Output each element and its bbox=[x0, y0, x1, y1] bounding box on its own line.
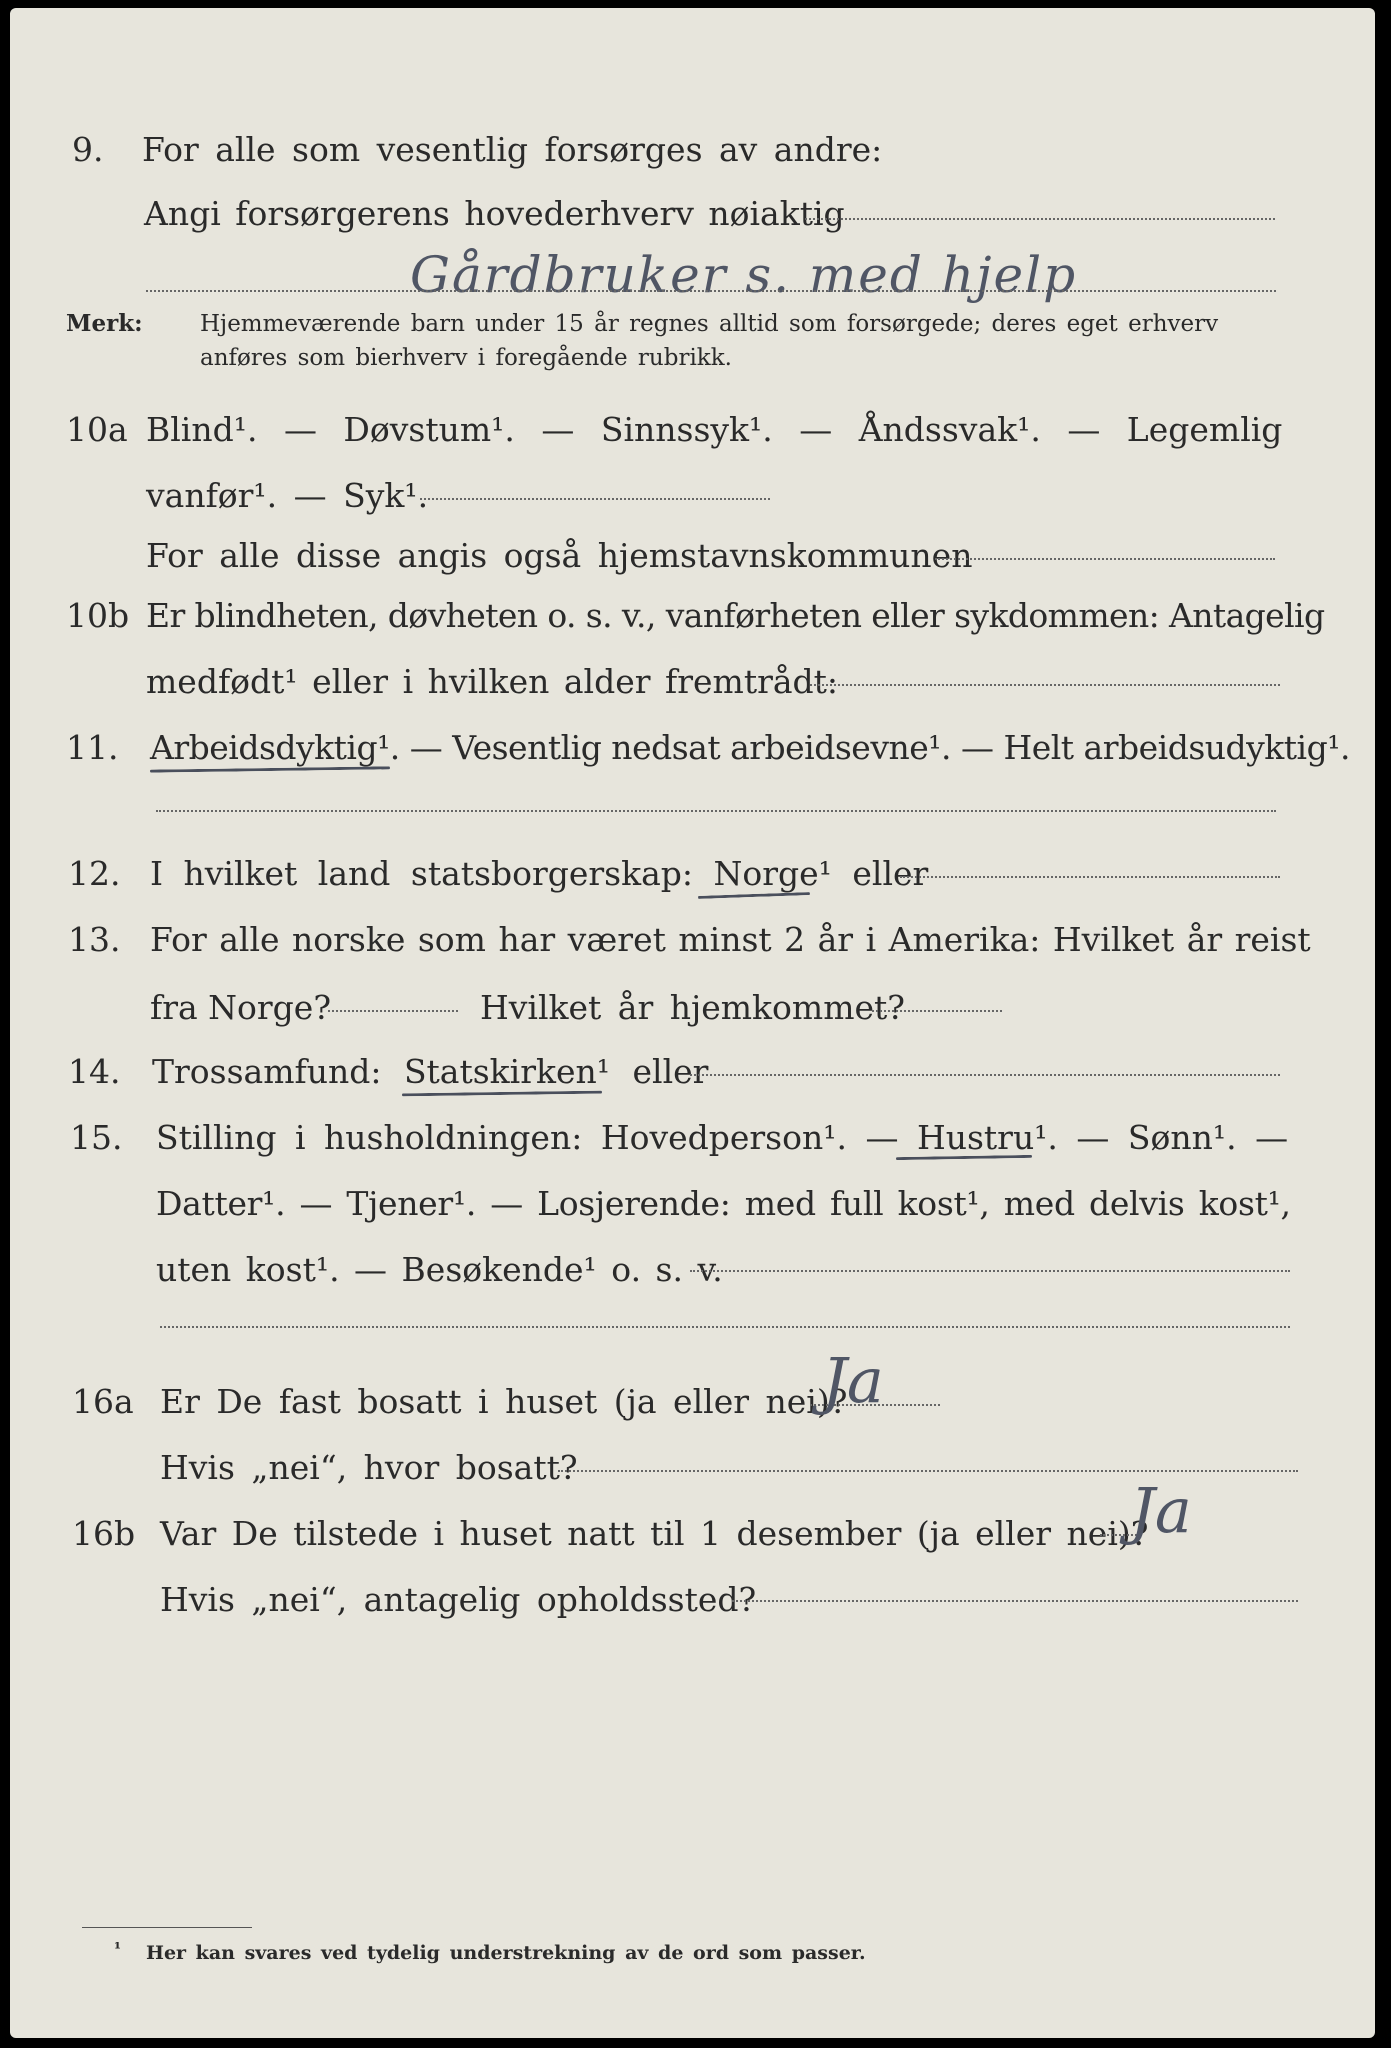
q16a-number: 16a bbox=[72, 1382, 134, 1421]
merk-note-line1: Hjemmeværende barn under 15 år regnes alltid som forsørgede; deres eget erhverv bbox=[200, 311, 1219, 337]
q16a-line2: Hvis „nei“, hvor bosatt? bbox=[160, 1448, 578, 1487]
q10a-dotted-line2 bbox=[935, 558, 1275, 560]
q16a-dotted-line2 bbox=[558, 1470, 1298, 1472]
q10b-number: 10b bbox=[66, 596, 130, 635]
q12-number: 12. bbox=[68, 854, 121, 893]
q10a-number: 10a bbox=[66, 410, 128, 449]
merk-note-line2: anføres som bierhverv i foregående rubrikk. bbox=[200, 345, 732, 371]
q15-dotted-line2 bbox=[160, 1326, 1290, 1328]
q12-line1: I hvilket land statsborgerskap: Norge¹ eller bbox=[150, 854, 929, 893]
q16b-line2: Hvis „nei“, antagelig opholdssted? bbox=[160, 1580, 757, 1619]
q15-line2: Datter¹. — Tjener¹. — Losjerende: med full kost¹, med delvis kost¹, bbox=[156, 1184, 1291, 1223]
q15-line3: uten kost¹. — Besøkende¹ o. s. v. bbox=[156, 1250, 723, 1289]
q10b-line2: medfødt¹ eller i hvilken alder fremtrådt: bbox=[146, 662, 839, 701]
q9-dotted-line bbox=[805, 218, 1275, 220]
q16b-number: 16b bbox=[72, 1514, 136, 1553]
footnote-mark: ¹ bbox=[114, 1939, 122, 1958]
q11-line1: Arbeidsdyktig¹. — Vesentlig nedsat arbeidsevne¹. — Helt arbeidsudyktig¹. bbox=[150, 728, 1350, 767]
q10a-line3: For alle disse angis også hjemstavnskommunen bbox=[146, 536, 973, 575]
footnote-text: Her kan svares ved tydelig understrekning av de ord som passer. bbox=[146, 1942, 866, 1964]
q10a-dotted-line1 bbox=[420, 498, 770, 500]
q13-line1: For alle norske som har været minst 2 år i Amerika: Hvilket år reist bbox=[150, 920, 1311, 959]
q16b-handwritten-answer: Ja bbox=[1130, 1474, 1192, 1547]
q10b-line1: Er blindheten, døvheten o. s. v., vanførheten eller sykdommen: Antagelig bbox=[146, 596, 1325, 635]
footnote-rule bbox=[82, 1927, 252, 1928]
q13-line2a: fra Norge? bbox=[150, 988, 332, 1027]
q14-number: 14. bbox=[68, 1052, 121, 1091]
q15-line1: Stilling i husholdningen: Hovedperson¹. — Hustru¹. — Sønn¹. — bbox=[156, 1118, 1289, 1157]
q13-line2b: Hvilket år hjemkommet? bbox=[480, 988, 905, 1027]
q15-dotted-line1 bbox=[690, 1270, 1290, 1272]
q9-answer-line bbox=[146, 290, 1276, 292]
census-form-page bbox=[10, 8, 1375, 2038]
q9-question: For alle som vesentlig forsørges av andre: bbox=[142, 130, 883, 169]
q11-dotted-line bbox=[156, 810, 1276, 812]
q9-handwritten-answer: Gårdbruker s. med hjelp bbox=[410, 246, 1078, 304]
q12-dotted-line bbox=[900, 876, 1280, 878]
q10b-dotted-line bbox=[810, 684, 1280, 686]
q16a-handwritten-answer: Ja bbox=[822, 1344, 884, 1417]
q15-number: 15. bbox=[70, 1118, 123, 1157]
q13-dotted-line1 bbox=[328, 1010, 458, 1012]
q10a-line1: Blind¹. — Døvstum¹. — Sinnssyk¹. — Åndssvak¹. — Legemlig bbox=[146, 410, 1283, 449]
q13-dotted-line2 bbox=[872, 1010, 1002, 1012]
q10a-line2: vanfør¹. — Syk¹. bbox=[146, 476, 429, 515]
q16a-line1: Er De fast bosatt i huset (ja eller nei)? bbox=[160, 1382, 848, 1421]
q14-line1: Trossamfund: Statskirken¹ eller bbox=[152, 1052, 709, 1091]
q14-dotted-line bbox=[690, 1074, 1280, 1076]
merk-label: Merk: bbox=[66, 310, 143, 337]
q16b-line1: Var De tilstede i huset natt til 1 desember (ja eller nei)? bbox=[160, 1514, 1149, 1553]
q9-prompt: Angi forsørgerens hovederhverv nøiaktig bbox=[144, 194, 845, 233]
q11-number: 11. bbox=[66, 728, 119, 767]
q13-number: 13. bbox=[68, 920, 121, 959]
q16b-dotted-line2 bbox=[732, 1600, 1298, 1602]
q9-number: 9. bbox=[72, 130, 104, 169]
